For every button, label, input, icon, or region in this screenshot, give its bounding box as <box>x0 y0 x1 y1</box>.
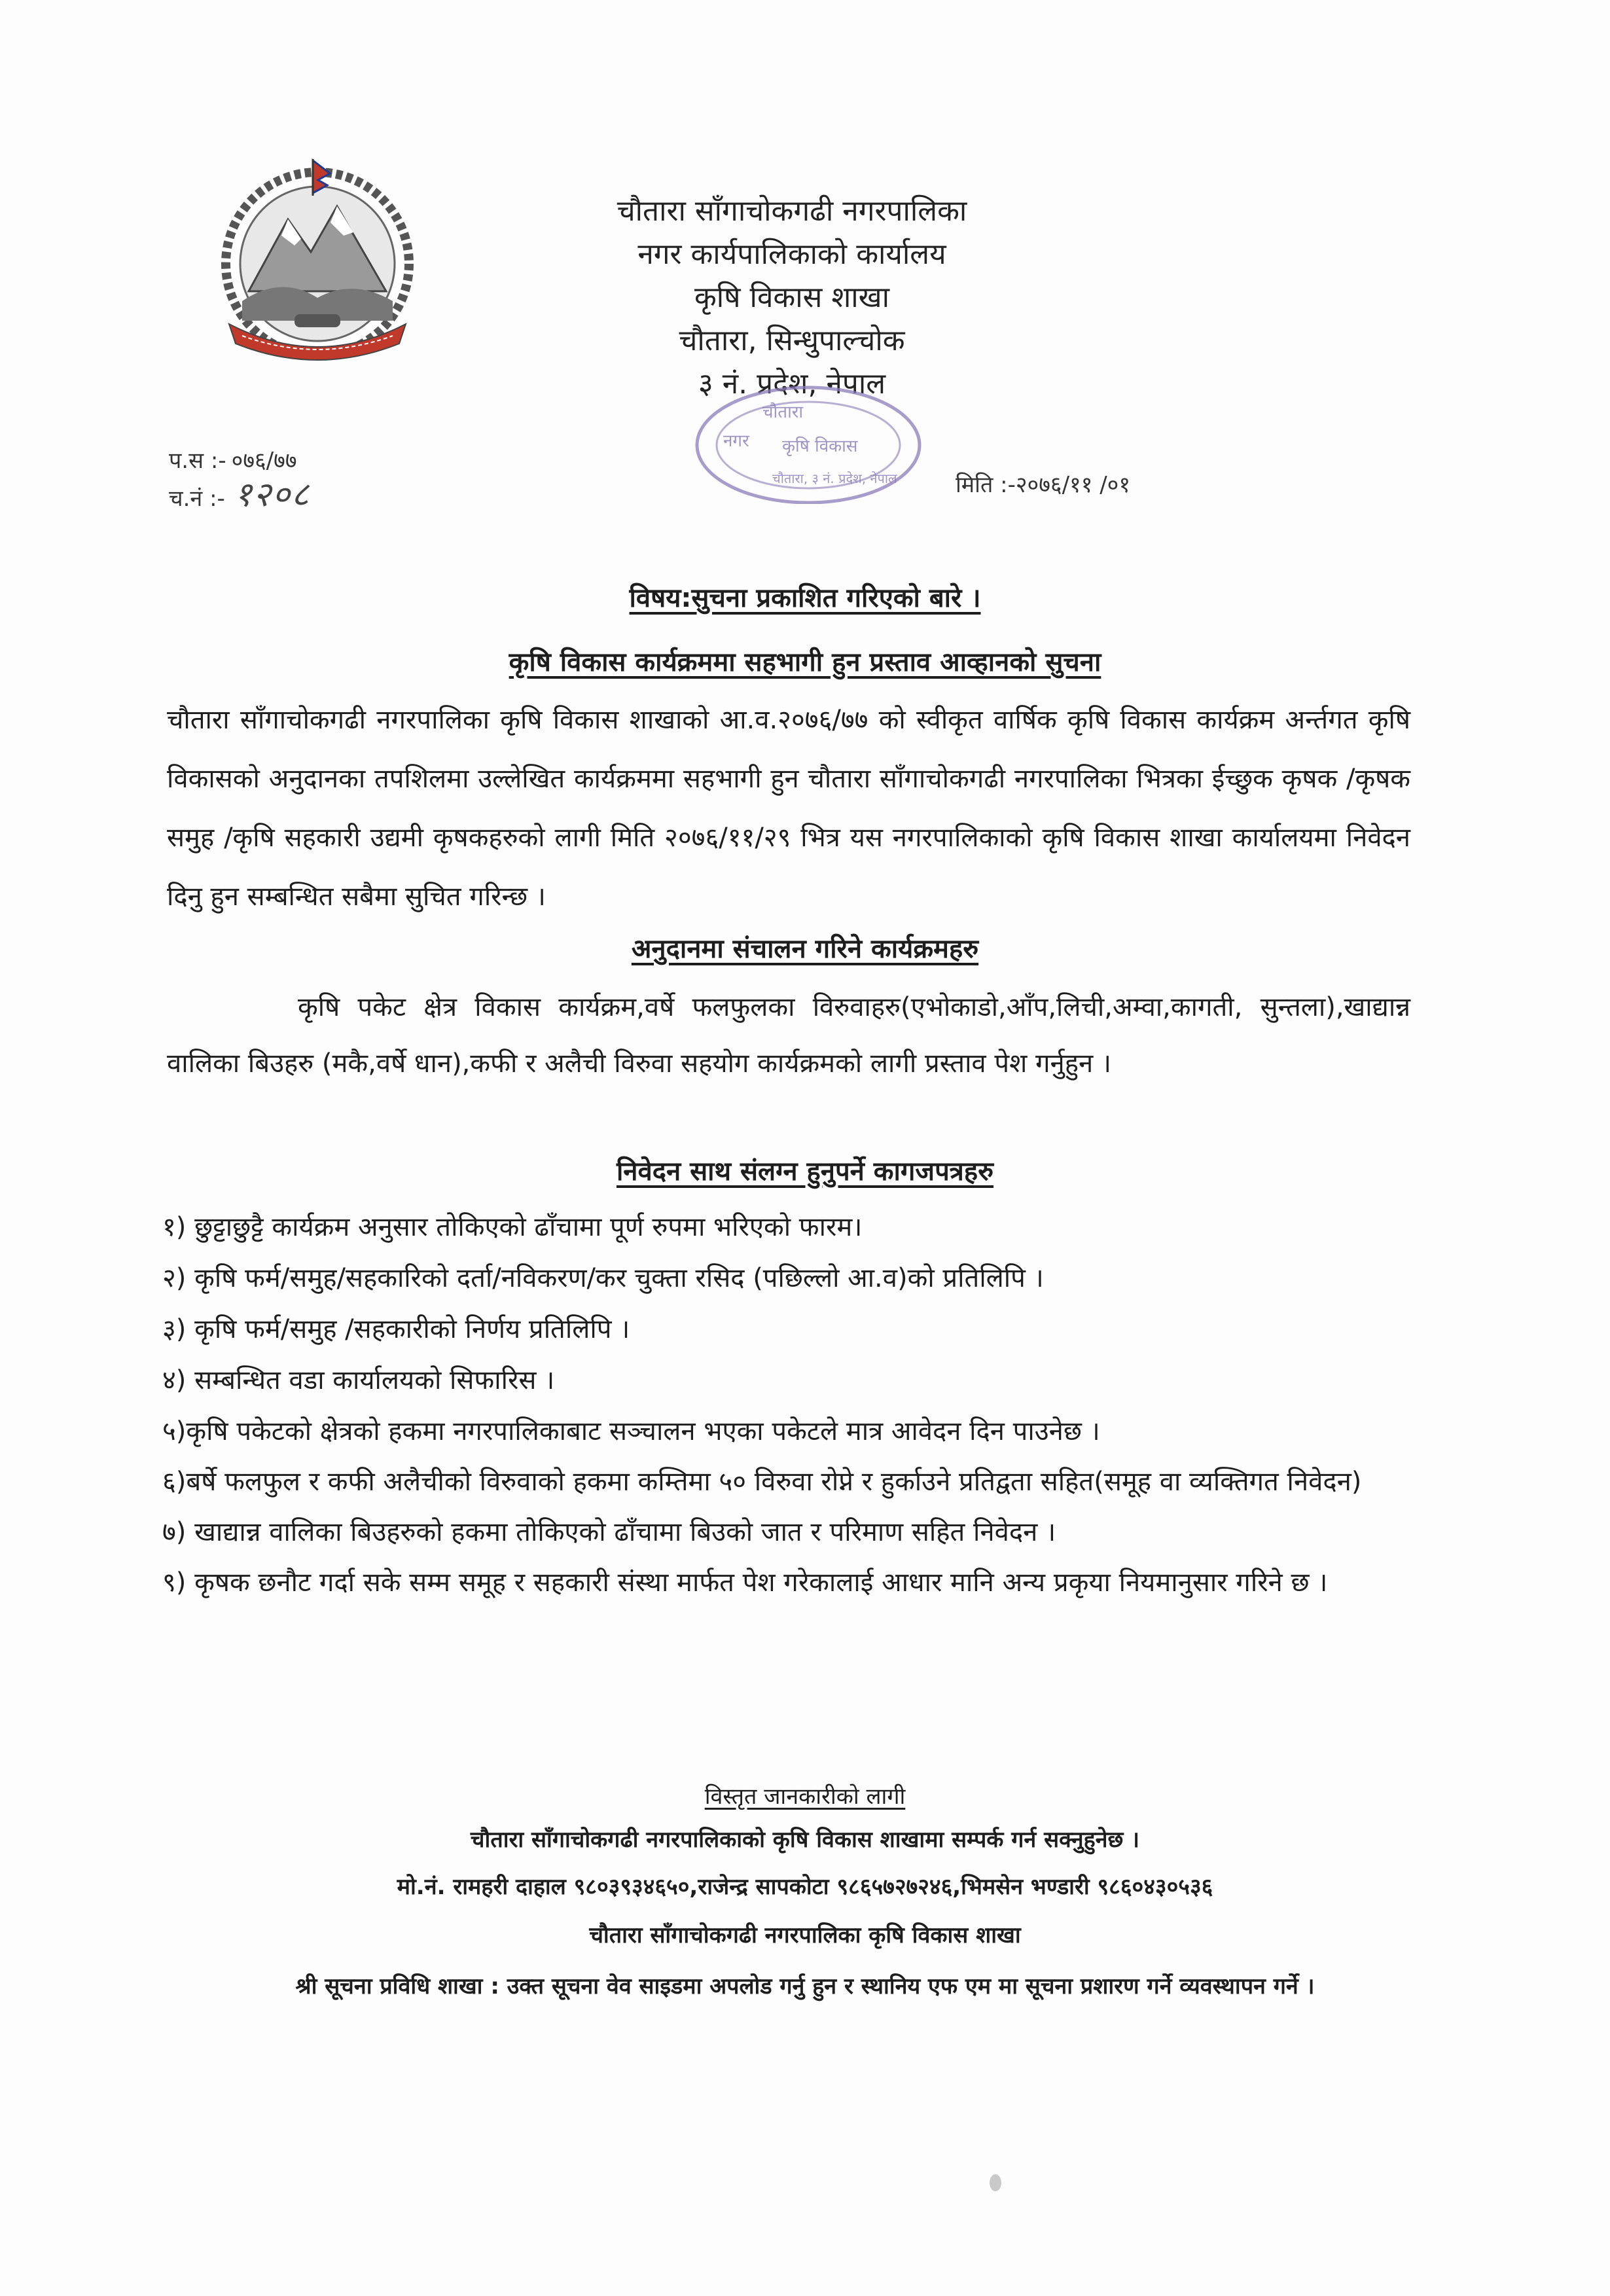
notice-title <box>0 643 1610 679</box>
programs-paragraph: कृषि पकेट क्षेत्र विकास कार्यक्रम,वर्षे फलफुलका विरुवाहरु(एभोकाडो,आँप,लिची,अम्वा,कागती, सुन्तला),खाद्यान्न वालिका बिउहरु (मकै,वर्षे धान),कफी र अलैची विरुवा सहयोग कार्यक्रमको लागी प्रस्ताव पेश गर्नुहुन । <box>167 992 1410 1079</box>
svg-text:नगर: नगर <box>723 431 749 451</box>
svg-text:कृषि विकास: कृषि विकास <box>782 437 858 456</box>
svg-text:चौतारा, ३ नं. प्रदेश, नेपाल: चौतारा, ३ नं. प्रदेश, नेपाल <box>772 471 897 486</box>
phones-line: मो.नं. रामहरी दाहाल ९८०३९३४६५०,राजेन्द्र सापकोटा ९८६५७२७२४६,भिमसेन भण्डारी ९८६०४३०५३६ <box>397 1874 1213 1900</box>
documents-heading <box>0 1152 1610 1188</box>
contact-line: चौतारा साँगाचोकगढी नगरपालिकाको कृषि विकास शाखामा सम्पर्क गर्न सक्नुहुनेछ । <box>470 1827 1140 1853</box>
info-heading <box>0 1780 1610 1810</box>
patra-sankhya-value: ०७६/७७ <box>231 448 297 474</box>
paper-speck <box>990 2174 1001 2191</box>
chalani-number <box>169 475 310 516</box>
patra-sankhya-label: प.स :- <box>169 448 226 474</box>
branch-name: कृषि विकास शाखा <box>694 281 890 314</box>
branch-line: चौतारा साँगाचोकगढी नगरपालिका कृषि विकास शाखा <box>589 1922 1021 1948</box>
list-item: ६)बर्षे फलफुल र कफी अलैचीको विरुवाको हकमा कम्तिमा ५० विरुवा रोप्ने र हुर्काउने प्रतिद्वता सहित(समूह वा व्यक्तिगत निवेदन) <box>162 1467 1362 1497</box>
province-country: ३ नं. प्रदेश, नेपाल <box>698 367 886 401</box>
office-stamp <box>674 373 942 504</box>
intro-paragraph: चौतारा साँगाचोकगढी नगरपालिका कृषि विकास शाखाको आ.व.२०७६/७७ को स्वीकृत वार्षिक कृषि विकास कार्यक्रम अर्न्तगत कृषि विकासको अनुदानका तपशिलमा उल्लेखित कार्यक्रममा सहभागी हुन चौतारा साँगाचोकगढी नगरपालिका भित्रका ईच्छुक कृषक /कृषक समुह /कृषि सहकारी उद्यमी कृषकहरुको लागी मिति २०७६/११/२९ भित्र यस नगरपालिकाको कृषि विकास शाखा कार्यालयमा निवेदन दिनु हुन सम्बन्धित सबैमा सुचित गरिन्छ । <box>167 705 1410 912</box>
list-item: ५)कृषि पकेटको क्षेत्रको हकमा नगरपालिकाबाट सञ्चालन भएका पकेटले मात्र आवेदन दिन पाउनेछ । <box>162 1416 1100 1446</box>
list-item: १) छुट्टाछुट्टै कार्यक्रम अनुसार तोकिएको ढाँचामा पूर्ण रुपमा भरिएको फारम। <box>162 1212 863 1242</box>
subject-line <box>0 579 1610 615</box>
subject-text: विषय:सुचना प्रकाशित गरिएको बारे । <box>629 583 981 613</box>
patra-sankhya <box>169 444 310 478</box>
programs-heading <box>0 929 1610 965</box>
reference-block <box>169 444 310 516</box>
municipality-name: चौतारा साँगाचोकगढी नगरपालिका <box>617 194 967 228</box>
office-name: नगर कार्यपालिकाको कार्यालय <box>637 238 946 271</box>
documents-heading-text: निवेदन साथ संलग्न हुनुपर्ने कागजपत्रहरु <box>616 1157 994 1187</box>
svg-text:चौतारा: चौतारा <box>762 403 804 422</box>
list-item: ४) सम्बन्धित वडा कार्यालयको सिफारिस । <box>162 1365 555 1395</box>
list-item: ७) खाद्यान्न वालिका बिउहरुको हकमा तोकिएको ढाँचामा बिउको जात र परिमाण सहित निवेदन । <box>162 1517 1056 1547</box>
notice-title-text: कृषि विकास कार्यक्रममा सहभागी हुन प्रस्ताव आव्हानको सुचना <box>509 647 1101 677</box>
list-item: ९) कृषक छनौट गर्दा सके सम्म समूह र सहकारी संस्था मार्फत पेश गरेकालाई आधार मानि अन्य प्रकृया नियमानुसार गरिने छ । <box>162 1568 1328 1598</box>
programs-heading-text: अनुदानमा संचालन गरिने कार्यक्रमहरु <box>631 934 979 964</box>
chalani-label: च.नं :- <box>169 486 225 512</box>
office-address: चौतारा, सिन्धुपाल्चोक <box>679 324 905 357</box>
nepal-emblem-icon <box>196 147 438 363</box>
documents-list <box>162 1202 1412 1607</box>
issue-date: मिति :-२०७६/११ /०१ <box>956 472 1131 498</box>
it-branch-line: श्री सूचना प्रविधि शाखा : उक्त सूचना वेव साइडमा अपलोड गर्नु हुन र स्थानिय एफ एम मा सूचना प्रशारण गर्ने व्यवस्थापन गर्ने । <box>295 1973 1315 2000</box>
list-item: २) कृषि फर्म/समुह/सहकारिको दर्ता/नविकरण/कर चुक्ता रसिद (पछिल्लो आ.व)को प्रतिलिपि । <box>162 1263 1044 1293</box>
list-item: ३) कृषि फर्म/समुह /सहकारीको निर्णय प्रतिलिपि । <box>162 1314 630 1344</box>
info-heading-text: विस्तृत जानकारीको लागी <box>704 1784 906 1810</box>
chalani-value-handwritten: १२०८ <box>234 475 310 514</box>
